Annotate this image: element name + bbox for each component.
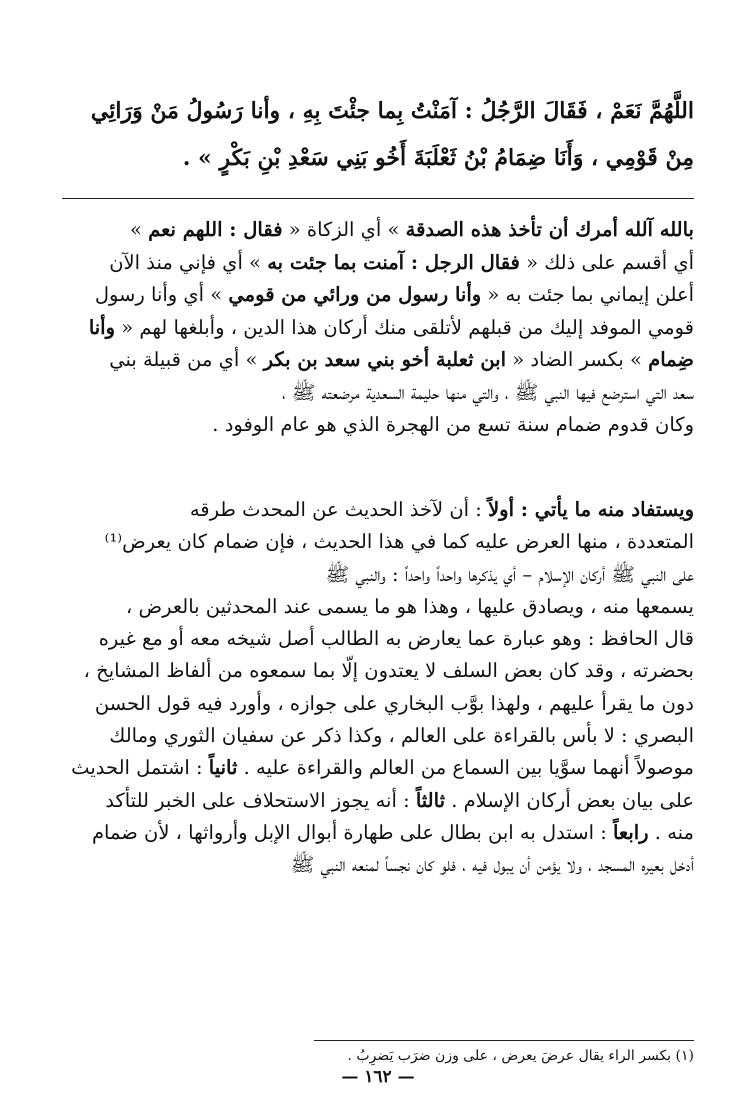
text-run: دون ما يقرأ عليهم ، ولهذا بوَّب البخاري على جوازه ، وأورد فيه قول الحسن	[94, 691, 694, 715]
text-line	[62, 559, 694, 591]
bold-text-run: ثالثاً	[415, 788, 445, 812]
text-run: » أي فإني منذ الآن	[109, 250, 268, 274]
text-run: المتعددة ، منها العرض عليه كما في هذا الحديث ، فإن ضمام كان يعرض⁽¹⁾	[104, 530, 694, 554]
text-line	[62, 494, 694, 526]
bold-text-run: ضِمام	[648, 348, 694, 371]
text-line	[62, 752, 694, 784]
bold-text-run: رابعاً	[612, 820, 649, 844]
text-line	[62, 377, 694, 410]
text-line	[62, 720, 694, 752]
text-run: » أي من قبيلة بني	[109, 348, 264, 371]
text-run: : استدل به ابن بطال على طهارة أبوال الإبل وأرواثها ، لأن ضمام	[91, 820, 613, 844]
text-run: : أن لآخذ الحديث عن المحدث طرقه	[189, 498, 489, 521]
text-run: موصولاً أنهما سوَّيا بين السماع من العالم والقراءة عليه .	[237, 756, 694, 780]
hadith-line: اللَّهُمَّ نَعَمْ ، فَقَالَ الرَّجُلُ : آمَنْتُ بِما جئْتَ بِهِ ، وأنا رَسُولُ مَنْ وَرَائِي	[90, 98, 694, 124]
hadith-text	[62, 88, 694, 182]
text-run: على بيان بعض أركان الإسلام .	[445, 788, 694, 812]
text-line	[62, 688, 694, 720]
text-line	[62, 409, 694, 442]
text-run: على النبي ﷺ أركان الإسلام – أي يذكرها واحداً واحداً : والنبي ﷺ	[325, 562, 694, 586]
footnote-divider	[314, 1040, 694, 1041]
text-line	[62, 591, 694, 623]
text-run: أعلن إيماني بما جئت به «	[481, 283, 694, 306]
lessons-paragraph	[62, 494, 694, 882]
text-run: » أي الزكاة «	[282, 218, 406, 241]
bold-text-run: وأنا رسول من ورائي من قومي	[228, 283, 482, 306]
text-line	[62, 214, 694, 247]
text-line	[62, 312, 694, 345]
text-run: وكان قدوم ضمام سنة تسع من الهجرة الذي هو عام الوفود .	[212, 413, 694, 436]
bold-text-run: وأنا	[88, 315, 116, 339]
text-run: » أي وأنا رسول	[94, 283, 229, 306]
text-run: » بكسر الضاد «	[506, 348, 649, 371]
bold-text-run: بالله آلله أمرك أن تأخذ هذه الصدقة	[405, 218, 694, 241]
text-run: : أنه يجوز الاستحلاف على الخبر للتأكد	[105, 788, 416, 812]
text-line	[62, 623, 694, 655]
bold-text-run: فقال : اللهم نعم	[148, 218, 283, 241]
hadith-line: مِنْ قَوْمِي ، وَأَنَا ضِمَامُ بْنُ ثَعْلَبَةَ أَخُو بَنِي سَعْدِ بْنِ بَكْرٍ » .	[182, 145, 694, 171]
page-number: — ١٦٢ —	[341, 1067, 415, 1087]
text-line	[62, 344, 694, 377]
text-line	[62, 817, 694, 849]
bold-text-run: فقال الرجل : آمنت بما جئت به	[267, 250, 520, 274]
text-line	[62, 849, 694, 881]
text-run: يسمعها منه ، ويصادق عليها ، وهذا هو ما يسمى عند المحدثين بالعرض ،	[126, 594, 694, 618]
text-line	[62, 655, 694, 687]
bold-text-run: ويستفاد منه ما يأتي : أولاً	[488, 498, 694, 521]
section-divider	[62, 198, 694, 199]
text-run: : اشتمل الحديث	[71, 756, 209, 780]
text-run: قومي الموفد إليك من قبلهم لأتلقى منك أركان هذا الدين ، وأبلغها لهم «	[115, 315, 694, 339]
text-line	[62, 279, 694, 312]
commentary-paragraph	[62, 214, 694, 442]
text-run: »	[129, 218, 149, 241]
bold-text-run: ثانياً	[208, 756, 238, 780]
text-run: بحضرته ، وقد كان بعض السلف لا يعتدون إلّا بما سمعوه من ألفاظ المشايخ ،	[83, 659, 694, 683]
text-run: أي أقسم على ذلك «	[519, 250, 694, 274]
text-run: سعد التي استرضع فيها النبي ﷺ ، والتي منها حليمة السعدية مرضعته ﷺ ،	[281, 380, 694, 404]
text-line	[62, 785, 694, 817]
text-run: البصري : لا بأس بالقراءة على العالم ، وكذا ذكر عن سفيان الثوري ومالك	[109, 724, 694, 748]
bold-text-run: ابن ثعلبة أخو بني سعد بن بكر	[263, 348, 507, 371]
text-line	[62, 526, 694, 558]
footnote: (١) بكسر الراء يقال عرضَ يعرض ، على وزن ضرَب يَضرِبُ .	[347, 1048, 694, 1064]
text-run: منه .	[648, 820, 694, 844]
text-run: قال الحافظ : وهو عبارة عما يعارض به الطالب أصل شيخه معه أو مع غيره	[98, 627, 694, 651]
text-run: أدخل بعيره المسجد ، ولا يؤمن أن يبول فيه ، فلو كان نجساً لمنعه النبي ﷺ	[290, 853, 694, 877]
book-page	[62, 0, 694, 1094]
text-line	[62, 247, 694, 280]
